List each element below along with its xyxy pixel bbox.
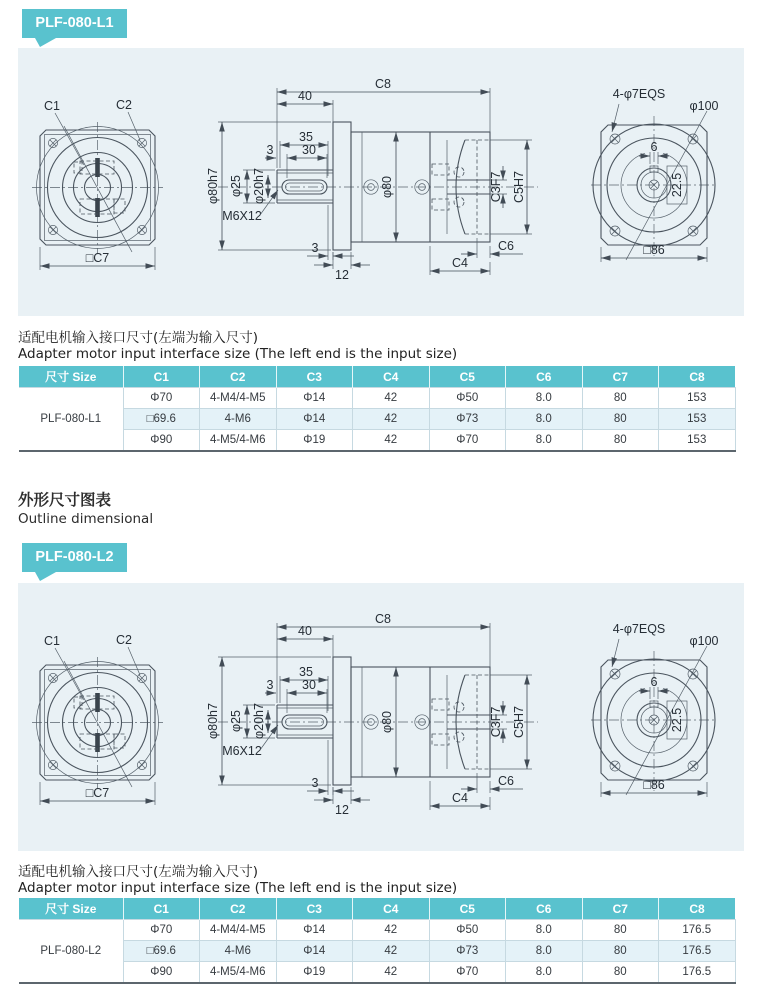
column-header-c5: C5 bbox=[429, 366, 506, 388]
table-cell: 153 bbox=[659, 388, 736, 409]
gearbox-technical-drawing bbox=[18, 583, 744, 851]
table-cell: 153 bbox=[659, 430, 736, 452]
dim-label-c1: C1 bbox=[44, 634, 60, 648]
dim-label-80: φ80 bbox=[380, 175, 394, 199]
dim-label-c7: □C7 bbox=[85, 786, 110, 800]
table-cell: 8.0 bbox=[506, 941, 583, 962]
table-cell: Φ19 bbox=[276, 962, 353, 984]
table-cell: Φ50 bbox=[429, 388, 506, 409]
column-header-c3: C3 bbox=[276, 366, 353, 388]
dimension-table-plf-080-l2 bbox=[19, 898, 736, 984]
table-cell: 176.5 bbox=[659, 920, 736, 941]
adapter-note-en: Adapter motor input interface size (The left end is the input size) bbox=[18, 346, 458, 362]
column-header-c3: C3 bbox=[276, 898, 353, 920]
dim-label-phi100: φ100 bbox=[689, 99, 719, 113]
dim-label-c4: C4 bbox=[452, 256, 468, 270]
dim-label-12: 12 bbox=[335, 803, 349, 817]
table-cell: Φ70 bbox=[429, 430, 506, 452]
table-row bbox=[19, 409, 735, 430]
dim-label-35: 35 bbox=[299, 130, 313, 144]
drawing-panel-plf-080-l2 bbox=[18, 583, 744, 851]
table-cell: 176.5 bbox=[659, 962, 736, 984]
table-cell: 4-M6 bbox=[200, 409, 277, 430]
table-cell: Φ70 bbox=[123, 388, 200, 409]
table-cell: Φ90 bbox=[123, 962, 200, 984]
column-header-c8: C8 bbox=[659, 898, 736, 920]
dim-label-12: 12 bbox=[335, 268, 349, 282]
table-cell: 42 bbox=[353, 388, 430, 409]
dim-label-3b: 3 bbox=[311, 776, 319, 790]
table-cell: Φ73 bbox=[429, 941, 506, 962]
column-header-c2: C2 bbox=[200, 366, 277, 388]
table-cell: 4-M5/4-M6 bbox=[200, 430, 277, 452]
dim-label-c2: C2 bbox=[116, 98, 132, 112]
dim-label-m6x12: M6X12 bbox=[222, 744, 262, 758]
dim-label-phi100: φ100 bbox=[689, 634, 719, 648]
table-cell: □69.6 bbox=[123, 941, 200, 962]
table-cell: 42 bbox=[353, 962, 430, 984]
side-view bbox=[206, 77, 538, 282]
table-row bbox=[19, 941, 735, 962]
table-cell: Φ90 bbox=[123, 430, 200, 452]
dim-label-25: φ25 bbox=[229, 174, 243, 198]
outline-heading-en: Outline dimensional bbox=[18, 511, 154, 527]
table-cell: 8.0 bbox=[506, 409, 583, 430]
dim-label-c3f7: C3F7 bbox=[489, 171, 503, 203]
size-header-cell: 尺寸 Size bbox=[19, 366, 123, 388]
drawing-panel-plf-080-l1 bbox=[18, 48, 744, 316]
table-cell: Φ19 bbox=[276, 430, 353, 452]
dim-label-c6: C6 bbox=[498, 239, 514, 253]
dim-label-3: 3 bbox=[266, 143, 274, 157]
dim-label-22-5: 22.5 bbox=[670, 707, 684, 733]
table-row bbox=[19, 920, 735, 941]
table-row bbox=[19, 388, 735, 409]
column-header-c6: C6 bbox=[506, 898, 583, 920]
model-row-label: PLF-080-L1 bbox=[19, 388, 123, 452]
dim-label-80h7: φ80h7 bbox=[206, 703, 220, 739]
table-cell: 80 bbox=[582, 409, 659, 430]
table-cell: 8.0 bbox=[506, 430, 583, 452]
table-cell: 42 bbox=[353, 430, 430, 452]
column-header-c5: C5 bbox=[429, 898, 506, 920]
front-view bbox=[32, 98, 163, 270]
gearbox-technical-drawing bbox=[18, 48, 744, 316]
dim-label-40: 40 bbox=[298, 89, 312, 103]
rear-view bbox=[591, 87, 719, 262]
table-cell: Φ70 bbox=[123, 920, 200, 941]
table-cell: Φ73 bbox=[429, 409, 506, 430]
table-cell: 4-M4/4-M5 bbox=[200, 388, 277, 409]
table-cell: 80 bbox=[582, 920, 659, 941]
dim-label-c4: C4 bbox=[452, 791, 468, 805]
table-cell: 4-M6 bbox=[200, 941, 277, 962]
dim-label-80h7: φ80h7 bbox=[206, 168, 220, 204]
dim-label-22-5: 22.5 bbox=[670, 172, 684, 198]
dim-label-20h7: φ20h7 bbox=[252, 703, 266, 739]
adapter-note-en: Adapter motor input interface size (The left end is the input size) bbox=[18, 880, 458, 896]
dim-label-4-phi7eqs: 4-φ7EQS bbox=[612, 87, 666, 101]
column-header-c7: C7 bbox=[582, 898, 659, 920]
dim-label-6: 6 bbox=[650, 140, 658, 154]
column-header-c4: C4 bbox=[353, 898, 430, 920]
table-cell: 4-M4/4-M5 bbox=[200, 920, 277, 941]
table-cell: 80 bbox=[582, 962, 659, 984]
dim-label-30: 30 bbox=[302, 143, 316, 157]
dim-label-c2: C2 bbox=[116, 633, 132, 647]
table-cell: 8.0 bbox=[506, 388, 583, 409]
dim-label-20h7: φ20h7 bbox=[252, 168, 266, 204]
table-cell: 4-M5/4-M6 bbox=[200, 962, 277, 984]
table-cell: 80 bbox=[582, 388, 659, 409]
table-cell: 176.5 bbox=[659, 941, 736, 962]
dim-label-30: 30 bbox=[302, 678, 316, 692]
table-cell: 8.0 bbox=[506, 962, 583, 984]
table-cell: □69.6 bbox=[123, 409, 200, 430]
column-header-c6: C6 bbox=[506, 366, 583, 388]
dim-label-35: 35 bbox=[299, 665, 313, 679]
model-row-label: PLF-080-L2 bbox=[19, 920, 123, 984]
dim-label-c5h7: C5H7 bbox=[512, 171, 526, 203]
dim-label-c7: □C7 bbox=[85, 251, 110, 265]
table-row bbox=[19, 430, 735, 452]
front-view bbox=[32, 633, 163, 805]
column-header-c4: C4 bbox=[353, 366, 430, 388]
table-cell: Φ14 bbox=[276, 920, 353, 941]
dim-label-3b: 3 bbox=[311, 241, 319, 255]
side-view bbox=[206, 612, 538, 817]
dim-label-c1: C1 bbox=[44, 99, 60, 113]
model-badge-plf-080-l2: PLF-080-L2 bbox=[22, 543, 127, 572]
dim-label-c6: C6 bbox=[498, 774, 514, 788]
table-cell: 8.0 bbox=[506, 920, 583, 941]
dim-label-c8: C8 bbox=[375, 612, 391, 626]
table-cell: 153 bbox=[659, 409, 736, 430]
table-cell: Φ50 bbox=[429, 920, 506, 941]
table-cell: Φ14 bbox=[276, 388, 353, 409]
model-badge-plf-080-l1: PLF-080-L1 bbox=[22, 9, 127, 38]
size-header-cell: 尺寸 Size bbox=[19, 898, 123, 920]
dim-label-m6x12: M6X12 bbox=[222, 209, 262, 223]
table-cell: 80 bbox=[582, 941, 659, 962]
dimension-table-plf-080-l1 bbox=[19, 366, 736, 452]
dim-label-6: 6 bbox=[650, 675, 658, 689]
table-cell: Φ70 bbox=[429, 962, 506, 984]
dim-label-4-phi7eqs: 4-φ7EQS bbox=[612, 622, 666, 636]
table-cell: 42 bbox=[353, 409, 430, 430]
dim-label-3: 3 bbox=[266, 678, 274, 692]
dim-label-25: φ25 bbox=[229, 709, 243, 733]
outline-heading-zh: 外形尺寸图表 bbox=[18, 491, 112, 509]
column-header-c8: C8 bbox=[659, 366, 736, 388]
dim-label-86: □86 bbox=[643, 778, 665, 792]
adapter-note-zh: 适配电机输入接口尺寸(左端为输入尺寸) bbox=[18, 864, 259, 880]
dim-label-86: □86 bbox=[643, 243, 665, 257]
dim-label-c3f7: C3F7 bbox=[489, 706, 503, 738]
table-cell: 42 bbox=[353, 941, 430, 962]
table-cell: Φ14 bbox=[276, 941, 353, 962]
column-header-c1: C1 bbox=[123, 898, 200, 920]
dim-label-80: φ80 bbox=[380, 710, 394, 734]
column-header-c7: C7 bbox=[582, 366, 659, 388]
dim-label-40: 40 bbox=[298, 624, 312, 638]
table-cell: 80 bbox=[582, 430, 659, 452]
column-header-c2: C2 bbox=[200, 898, 277, 920]
dim-label-c5h7: C5H7 bbox=[512, 706, 526, 738]
table-cell: Φ14 bbox=[276, 409, 353, 430]
adapter-note-zh: 适配电机输入接口尺寸(左端为输入尺寸) bbox=[18, 330, 259, 346]
dim-label-c8: C8 bbox=[375, 77, 391, 91]
table-row bbox=[19, 962, 735, 984]
column-header-c1: C1 bbox=[123, 366, 200, 388]
rear-view bbox=[591, 622, 719, 797]
table-cell: 42 bbox=[353, 920, 430, 941]
